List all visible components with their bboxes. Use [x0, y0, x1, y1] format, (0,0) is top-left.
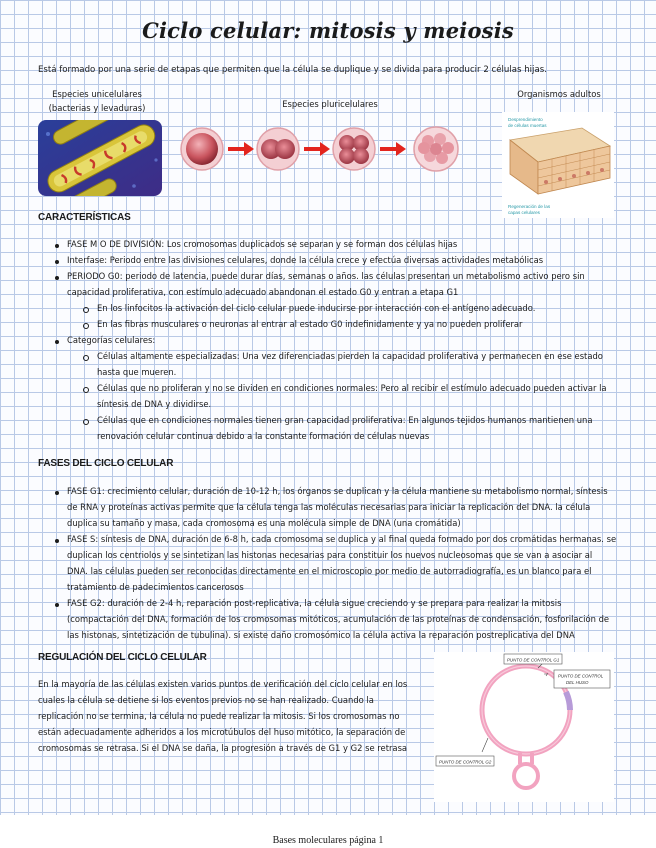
svg-text:PUNTO DE CONTROL G1: PUNTO DE CONTROL G1 [507, 657, 560, 663]
bullet-dot [55, 244, 59, 248]
sub-bullet-circle [83, 419, 89, 425]
categoria-no-proliferan-line1: Células que no proliferan y no se dividen en condiciones normales: Pero al recibir el estímulo adecuado pueden activar la [97, 383, 607, 393]
regulacion-line3: replicación no se termina, la célula no puede realizar la mitosis. Si los cromosomas no [38, 711, 400, 721]
heading-caracteristicas: CARACTERÍSTICAS [38, 212, 131, 223]
fase-s-line3: DNA. las células pueden ser reconocidas directamente en el microscopio por medio de autorradiografía, es un blanco para el [67, 566, 592, 576]
embryo-stage-4-cells [333, 128, 375, 170]
caracteristica-g0-line1: PERIODO G0: periodo de latencia, puede durar días, semanas o años. las células presentan un metabolismo activo pero sin [67, 271, 585, 281]
fase-s-line4: tratamiento de padecimientos cancerosos [67, 582, 244, 592]
label-pluricelular: Especies pluricelulares [282, 99, 378, 109]
fase-g2-line2: (compactación del DNA, formación de los cromosomas mitóticos, acumulación de las proteínas de condensación, fosforilación de [67, 614, 610, 624]
label-organismos-adultos: Organismos adultos [517, 89, 601, 99]
svg-text:PUNTO DE CONTROL G2: PUNTO DE CONTROL G2 [439, 759, 492, 765]
arrow-2 [304, 142, 330, 156]
intro-text: Está formado por una serie de etapas que permiten que la célula se duplique y se divida para producir 2 células hijas. [38, 65, 547, 75]
bullet-dot [55, 260, 59, 264]
categoria-especializadas-line2: hasta que mueren. [97, 367, 177, 377]
embryo-division-sequence [178, 124, 478, 174]
fase-s-line2: duplican los centriolos y se sintetizan las histonas necesarias para constituir los nuevos nucleosomas que se van a asociar al [67, 550, 593, 560]
categoria-no-proliferan-line2: síntesis de DNA y dividirse. [97, 399, 212, 409]
fase-g1-line3: duplica su tamaño y masa, cada cromosoma es una molécula simple de DNA (una cromátida) [67, 518, 461, 528]
sub-bullet-circle [83, 307, 89, 313]
fase-g2-line1: FASE G2: duración de 2-4 h, reparación post-replicativa, la célula sigue creciendo y se prepara para realizar la mitosis [67, 598, 562, 608]
g0-fibras-musculares: En las fibras musculares o neuronas al entrar al estado G0 indefinidamente y ya no pueden proliferar [97, 319, 523, 329]
skin-label-top-2: de células muertas [508, 123, 547, 128]
page-footer: Bases moleculares página 1 [272, 835, 384, 846]
skin-regeneration-image [502, 112, 614, 218]
fase-g1-line2: de RNA y proteínas activas permite que la célula tenga las moléculas necesarias para iniciar la replicación del DNA. la célula [67, 502, 591, 512]
svg-text:DEL HUSO: DEL HUSO [566, 680, 589, 685]
label-unicelular: Especies unicelulares (bacterias y levaduras) [48, 89, 146, 113]
caracteristica-g0-line2: capacidad proliferativa, con estímulo adecuado abandonan el estado G0 y entran a etapa G1 [67, 287, 459, 297]
fase-g2-line3: las histonas, sintetización de tubulina). si existe daño cromosómico la célula activa la reparación postreplicativa del DNA [67, 630, 575, 640]
g0-linfocitos: En los linfocitos la activación del ciclo celular puede inducirse por interacción con el antígeno adecuado. [97, 303, 536, 313]
bullet-dot [55, 276, 59, 280]
cell-cycle-checkpoint-diagram [434, 652, 614, 802]
skin-label-bottom: Regeneración de las [508, 204, 551, 209]
caracteristica-interfase: Interfase: Periodo entre las divisiones celulares, donde la célula crece y efectúa diversas actividades metabólicas [67, 255, 544, 265]
page-title: Ciclo celular: mitosis y meiosis [142, 18, 514, 43]
categorias-celulares: Categorías celulares: [67, 335, 156, 345]
heading-regulacion: REGULACIÓN DEL CICLO CELULAR [38, 652, 207, 663]
caracteristica-fase-m: FASE M O DE DIVISIÓN: Los cromosomas duplicados se separan y se forman dos células hijas [67, 239, 458, 249]
skin-label-top: Desprendimiento [508, 117, 543, 122]
bullet-dot [55, 539, 59, 543]
regulacion-line5: cromosomas se retrasa. Si el DNA se daña, la progresión a través de G1 y G2 se retrasa [38, 743, 408, 753]
arrow-3 [380, 142, 406, 156]
embryo-stage-1-cell [181, 128, 223, 170]
heading-fases: FASES DEL CICLO CELULAR [38, 458, 174, 469]
embryo-stage-2-cells [257, 128, 299, 170]
categoria-proliferativa-line2: renovación celular continua debido a la constante formación de células nuevas [97, 431, 430, 441]
bullet-dot [55, 491, 59, 495]
sub-bullet-circle [83, 387, 89, 393]
skin-label-bottom-2: capas celulares [508, 210, 540, 215]
regulacion-line1: En la mayoría de las células existen varios puntos de verificación del ciclo celular en los [38, 679, 408, 689]
fase-s-line1: FASE S: síntesis de DNA, duración de 6-8 h, cada cromosoma se duplica y al final queda formado por dos cromátidas hermanas. se [67, 534, 617, 544]
bullet-dot [55, 340, 59, 344]
arrow-1 [228, 142, 254, 156]
categoria-especializadas-line1: Células altamente especializadas: Una vez diferenciadas pierden la capacidad proliferativa y permanecen en ese estado [97, 351, 603, 361]
regulacion-line2: cuales la célula se detiene si los eventos previos no se han realizado. Cuando la [38, 695, 374, 705]
sub-bullet-circle [83, 355, 89, 361]
checkpoint-huso-box [554, 670, 610, 688]
checkpoint-g1-box [504, 654, 562, 664]
regulacion-line4: están adecuadamente adheridos a los microtúbulos del huso mitótico, la separación de [38, 727, 406, 737]
fase-g1-line1: FASE G1: crecimiento celular, duración de 10-12 h, los órganos se duplican y la célula mantiene su metabolismo normal, síntesis [67, 486, 608, 496]
categoria-proliferativa-line1: Células que en condiciones normales tienen gran capacidad proliferativa: En algunos tejidos humanos mantienen una [97, 415, 593, 425]
bacteria-image [38, 120, 162, 196]
embryo-morula [414, 127, 458, 171]
sub-bullet-circle [83, 323, 89, 329]
bullet-dot [55, 603, 59, 607]
svg-text:PUNTO DE CONTROL: PUNTO DE CONTROL [558, 673, 604, 679]
checkpoint-g2-box [436, 756, 494, 766]
